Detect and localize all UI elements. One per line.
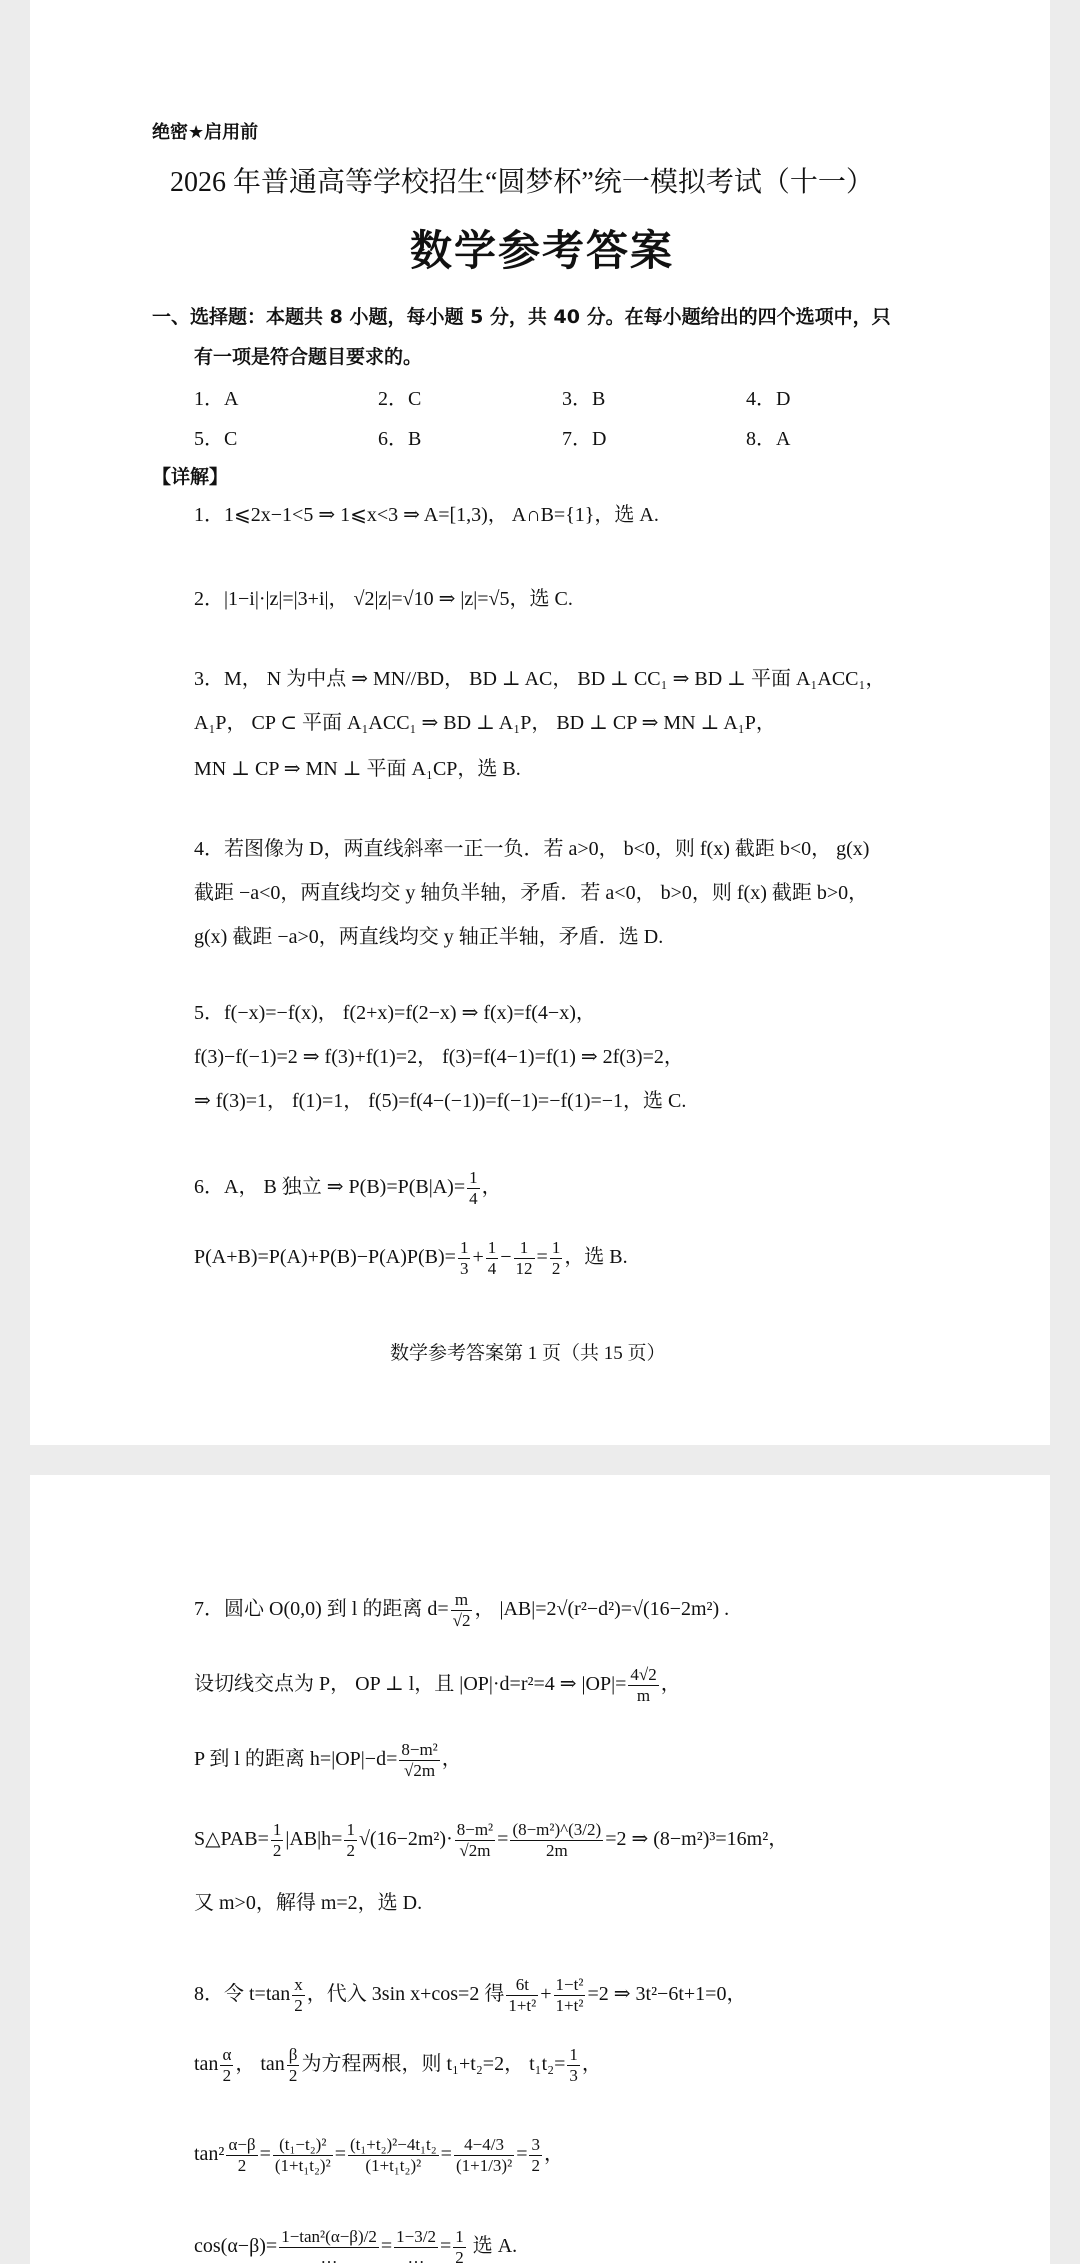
- solution-8-line1: 8．令 t=tan $\frac{x}{2}$ ，代入 3sin x+cos=2 得 $\frac{6t}{\text{1+t²}}$ + $\frac{\text{1−t²}}{\text{1+t²}}$ =2 ⇒ 3t²−6t+1=0，: [194, 1975, 747, 2015]
- detail-label: 【详解】: [152, 466, 229, 488]
- frac-cos: $\frac{\text{1−tan²(α−β)/2}}{\dots}$: [281, 2227, 377, 2264]
- answer-1: 1．A: [194, 388, 239, 410]
- frac-1mt2: $\frac{\text{1−t²}}{\text{1+t²}}$: [555, 1975, 584, 2015]
- solution-8-line2: tan $\frac{\alpha}{2}$ ， tan $\frac{\beta}{2}$ 为方程两根，则 t₁+t₂=2， t₁t₂= $\frac{1}{3}$ ，: [194, 2045, 602, 2085]
- frac-three-half: $\frac{3}{2}$: [531, 2135, 540, 2175]
- solution-7-line1: 7．圆心 O(0,0) 到 l 的距离 d= $\frac{m}{√2}$ ， |AB|=2√(r²−d²)=√(16−2m²) .: [194, 1590, 730, 1630]
- page-footer: 数学参考答案第 1 页（共 15 页）: [390, 1343, 666, 1364]
- solution-7-line3: P 到 l 的距离 h=|OP|−d= $\frac{\text{8−m²}}{√2m}$ ，: [194, 1740, 462, 1780]
- answer-2: 2．C: [378, 388, 422, 410]
- solution-5-line2: f(3)−f(−1)=2 ⇒ f(3)+f(1)=2， f(3)=f(4−1)=f(1) ⇒ 2f(3)=2，: [194, 1046, 684, 1068]
- frac-s: $\frac{\text{(8−m²)\textasciicircum{}(3/2)}}{2m}$: [512, 1820, 602, 1860]
- solution-8-line3: tan² $\frac{\alpha-\beta}{2}$ = $\frac{\text{(t₁−t₂)²}}{\text{(1+t₁t₂)²}}$ = $\frac{\text{(t₁+t₂)²−4t₁t₂}}{\text{(1+t₁t₂)²}}$ = $\frac{4-4/3}{\text{(1+1/3)²}}$ = $\frac{3}{2}$ ，: [194, 2135, 564, 2175]
- frac-half-b: $\frac{1}{2}$: [346, 1820, 355, 1860]
- section-heading-line1: 一、选择题：本题共 8 小题，每小题 5 分，共 40 分。在每小题给出的四个选项中，只: [152, 306, 891, 328]
- page-title: 数学参考答案: [410, 226, 675, 275]
- solution-3-line2: A₁P， CP ⊂ 平面 A₁ACC₁ ⇒ BD ⊥ A₁P， BD ⊥ CP ⇒ MN ⊥ A₁P，: [194, 712, 776, 734]
- answer-4: 4．D: [746, 388, 791, 410]
- answer-6: 6．B: [378, 428, 422, 450]
- frac-half-a: $\frac{1}{2}$: [272, 1820, 282, 1860]
- answer-5: 5．C: [194, 428, 238, 450]
- frac-t-sum: $\frac{\text{(t₁+t₂)²−4t₁t₂}}{\text{(1+t₁t₂)²}}$: [349, 2135, 437, 2175]
- frac-t-diff: $\frac{\text{(t₁−t₂)²}}{\text{(1+t₁t₂)²}}$: [274, 2135, 331, 2175]
- frac-amb-half: $\frac{\alpha-\beta}{2}$: [228, 2135, 256, 2175]
- answer-7: 7．D: [562, 428, 607, 450]
- exam-title: 2026 年普通高等学校招生“圆梦杯”统一模拟考试（十一）: [170, 167, 874, 198]
- answer-3: 3．B: [562, 388, 606, 410]
- page-2: [30, 1475, 1050, 2264]
- frac-x-half: $\frac{x}{2}$: [294, 1975, 303, 2015]
- frac-one-quarter-2: $\frac{1}{4}$: [487, 1238, 497, 1278]
- frac-beta-half: $\frac{\beta}{2}$: [288, 2045, 298, 2085]
- answer-8: 8．A: [746, 428, 791, 450]
- solution-5-line1: 5．f(−x)=−f(x)， f(2+x)=f(2−x) ⇒ f(x)=f(4−x)，: [194, 1002, 596, 1024]
- solution-5-line3: ⇒ f(3)=1， f(1)=1， f(5)=f(4−(−1))=f(−1)=−f(1)=−1，选 C.: [194, 1090, 687, 1112]
- frac-1m32: $\frac{1-3/2}{\dots}$: [396, 2227, 436, 2264]
- solution-3-line3: MN ⊥ CP ⇒ MN ⊥ 平面 A₁CP，选 B.: [194, 758, 521, 780]
- frac-alpha-half: $\frac{\alpha}{2}$: [222, 2045, 232, 2085]
- frac-h-2: $\frac{\text{8−m²}}{√2m}$: [456, 1820, 494, 1860]
- solution-8-line4: cos(α−β)= $\frac{\text{1−tan²(α−β)/2}}{\dots}$ = $\frac{1-3/2}{\dots}$ = $\frac{1}{2}$ 选 A.: [194, 2227, 517, 2264]
- solution-7-line2: 设切线交点为 P， OP ⊥ l，且 |OP|·d=r²=4 ⇒ |OP|= $\frac{4√2}{m}$ ，: [194, 1665, 681, 1705]
- secret-label: 绝密★启用前: [152, 122, 259, 143]
- frac-one-quarter: $\frac{1}{4}$: [469, 1168, 478, 1208]
- frac-one-twelfth: $\frac{1}{12}$: [515, 1238, 533, 1278]
- solution-6-line2: P(A+B)=P(A)+P(B)−P(A)P(B)= $\frac{1}{3}$ + $\frac{1}{4}$ − $\frac{1}{12}$ = $\frac{1}{2}$ ，选 B.: [194, 1238, 628, 1278]
- frac-m-sqrt2: $\frac{m}{√2}$: [452, 1590, 471, 1630]
- solution-2: 2．|1−i|·|z|=|3+i|， √2|z|=√10 ⇒ |z|=√5，选 C.: [194, 588, 573, 610]
- frac-op: $\frac{4√2}{m}$: [630, 1665, 657, 1705]
- frac-6t: $\frac{6t}{\text{1+t²}}$: [508, 1975, 537, 2015]
- frac-h: $\frac{\text{8−m²}}{√2m}$: [401, 1740, 438, 1780]
- solution-1: 1．1⩽2x−1<5 ⇒ 1⩽x<3 ⇒ A=[1,3)， A∩B={1}，选 A.: [194, 504, 659, 526]
- solution-7-line4: S△PAB= $\frac{1}{2}$ |AB|h= $\frac{1}{2}$ √(16−2m²)· $\frac{\text{8−m²}}{√2m}$ = $\frac{\text{(8−m²)\textasciicircum{}(3/2)}}{2m}$ =2 ⇒ (8−m²)³=16m²，: [194, 1820, 789, 1860]
- frac-four-minus: $\frac{4-4/3}{\text{(1+1/3)²}}$: [455, 2135, 513, 2175]
- solution-4-line2: 截距 −a<0，两直线均交 y 轴负半轴，矛盾．若 a<0， b>0，则 f(x) 截距 b>0，: [194, 882, 869, 904]
- frac-one-half: $\frac{1}{2}$: [551, 1238, 561, 1278]
- solution-6-line1: 6．A， B 独立 ⇒ P(B)=P(B|A)= $\frac{1}{4}$ ，: [194, 1168, 502, 1208]
- frac-result: $\frac{1}{2}$: [455, 2227, 464, 2264]
- solution-7-line5: 又 m>0，解得 m=2，选 D.: [194, 1892, 423, 1914]
- page-1: [30, 0, 1050, 1445]
- frac-one-third-2: $\frac{1}{3}$: [569, 2045, 578, 2085]
- section-heading-line2: 有一项是符合题目要求的。: [194, 346, 423, 368]
- solution-3-line1: 3．M， N 为中点 ⇒ MN//BD， BD ⊥ AC， BD ⊥ CC₁ ⇒ BD ⊥ 平面 A₁ACC₁，: [194, 668, 886, 690]
- solution-4-line3: g(x) 截距 −a>0，两直线均交 y 轴正半轴，矛盾．选 D.: [194, 926, 664, 948]
- frac-one-third: $\frac{1}{3}$: [459, 1238, 469, 1278]
- solution-4-line1: 4．若图像为 D，两直线斜率一正一负．若 a>0， b<0，则 f(x) 截距 b<0， g(x): [194, 838, 870, 860]
- sol6-l1-text: 6．A， B 独立 ⇒ P(B)=P(B|A)=: [194, 1176, 466, 1199]
